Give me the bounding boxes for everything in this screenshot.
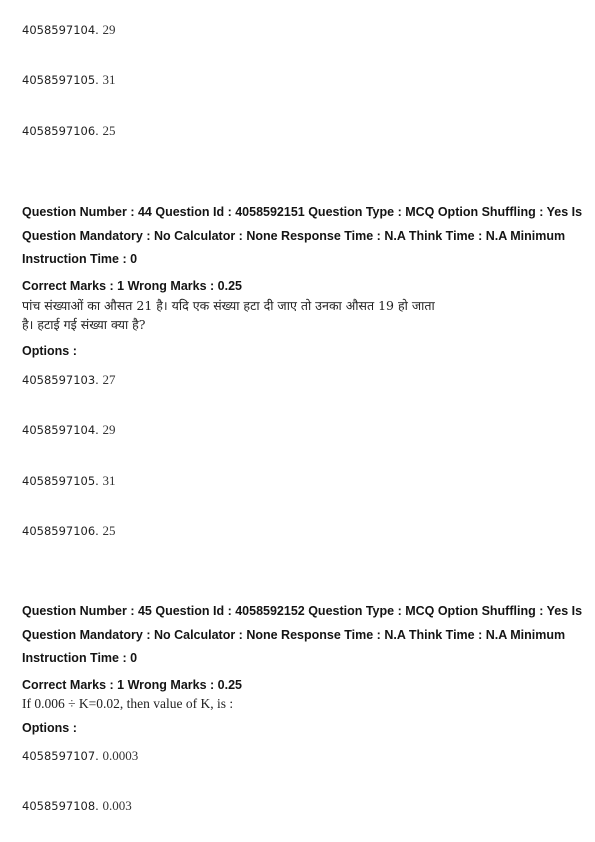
question-44-meta-line-1: Question Number : 44 Question Id : 4058592151 Question Type : MCQ Option Shuffling : Yes Is — [22, 205, 583, 219]
option-row — [22, 72, 115, 88]
option-row — [22, 372, 115, 388]
option-id: 4058597106. — [22, 124, 99, 138]
option-value: 25 — [102, 523, 116, 538]
option-row — [22, 748, 138, 764]
option-id: 4058597104. — [22, 23, 99, 37]
option-row — [22, 123, 115, 139]
option-value: 0.0003 — [102, 748, 139, 763]
option-row — [22, 523, 115, 539]
option-id: 4058597105. — [22, 474, 99, 488]
option-id: 4058597103. — [22, 373, 99, 387]
option-value: 31 — [102, 72, 116, 87]
option-id: 4058597107. — [22, 749, 99, 763]
question-45-text-line-1: If 0.006 ÷ K=0.02, then value of K, is : — [22, 696, 234, 711]
question-45-meta-line-1: Question Number : 45 Question Id : 4058592152 Question Type : MCQ Option Shuffling : Yes Is — [22, 604, 583, 618]
question-44-meta-line-2: Question Mandatory : No Calculator : None Response Time : N.A Think Time : N.A Minimum — [22, 229, 566, 243]
question-44-options-label: Options : — [22, 344, 77, 358]
question-45-options-label: Options : — [22, 721, 77, 735]
question-45-marks: Correct Marks : 1 Wrong Marks : 0.25 — [22, 678, 242, 692]
option-row — [22, 22, 115, 38]
option-id: 4058597108. — [22, 799, 99, 813]
option-value: 0.003 — [102, 798, 132, 813]
option-row — [22, 422, 115, 438]
question-44-meta-line-3: Instruction Time : 0 — [22, 252, 138, 266]
question-45-meta-line-3: Instruction Time : 0 — [22, 651, 138, 665]
option-value: 27 — [102, 372, 116, 387]
option-value: 29 — [102, 422, 116, 437]
option-value: 29 — [102, 22, 116, 37]
question-44-text-line-2: है। हटाई गई संख्या क्या है? — [22, 317, 146, 332]
option-value: 31 — [102, 473, 116, 488]
question-44-marks: Correct Marks : 1 Wrong Marks : 0.25 — [22, 279, 242, 293]
option-value: 25 — [102, 123, 116, 138]
option-id: 4058597106. — [22, 524, 99, 538]
question-44-text-line-1: पांच संख्याओं का औसत 21 है। यदि एक संख्या हटा दी जाए तो उनका औसत 19 हो जाता — [22, 298, 435, 313]
option-id: 4058597105. — [22, 73, 99, 87]
option-id: 4058597104. — [22, 423, 99, 437]
question-45-meta-line-2: Question Mandatory : No Calculator : None Response Time : N.A Think Time : N.A Minimum — [22, 628, 566, 642]
option-row — [22, 798, 132, 814]
option-row — [22, 473, 115, 489]
